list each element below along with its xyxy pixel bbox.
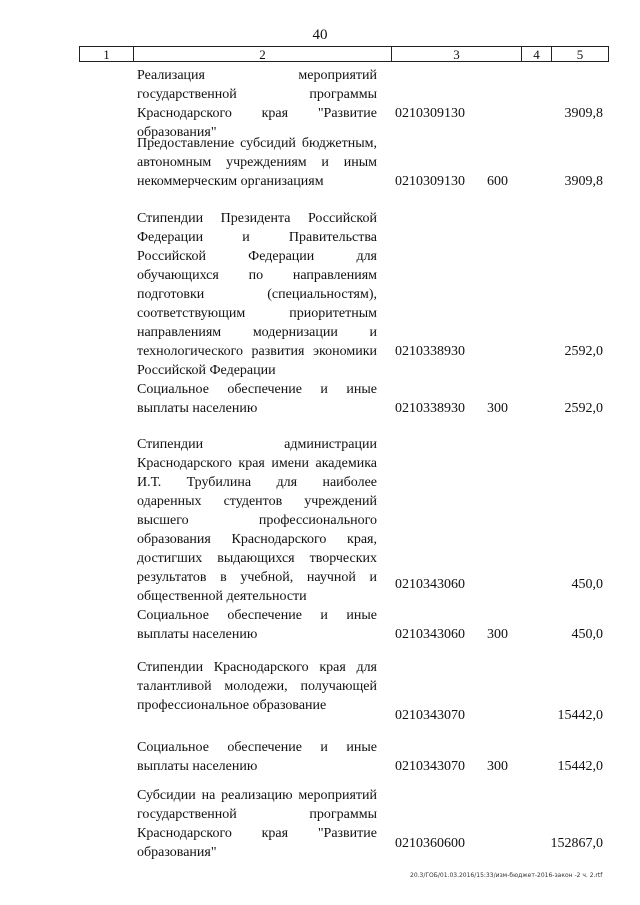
row-amount: 2592,0 (564, 401, 603, 416)
header-col-4: 4 (522, 47, 552, 61)
row-amount: 3909,8 (564, 106, 603, 121)
row-description: Предоставление субсидий бюджетным, автономным учреждениям и иным некоммерческим организациям (137, 136, 377, 189)
row-description: Реализация мероприятий государственной программы Краснодарского края "Развитие образования" (137, 68, 377, 140)
row-type: 300 (487, 627, 508, 642)
table-header (79, 46, 609, 62)
header-col-2: 2 (134, 47, 392, 61)
row-type: 300 (487, 759, 508, 774)
row-type: 600 (487, 174, 508, 189)
row-code: 0210343070 (395, 759, 465, 774)
row-amount: 2592,0 (564, 344, 603, 359)
row-description: Социальное обеспечение и иные выплаты населению (137, 608, 377, 642)
row-description: Стипендии администрации Краснодарского края имени академика И.Т. Трубилина для наиболее одаренных студентов учреждений высшего профессионального образования Краснодарского края, достигших выдающихся творческих результатов в учебной, научной и общественной деятельности (137, 437, 377, 604)
row-description: Субсидии на реализацию мероприятий государственной программы Краснодарского края "Развитие образования" (137, 788, 377, 860)
row-code: 0210343070 (395, 708, 465, 723)
row-code: 0210360600 (395, 836, 465, 851)
row-code: 0210338930 (395, 344, 465, 359)
row-description: Социальное обеспечение и иные выплаты населению (137, 740, 377, 774)
row-code: 0210343060 (395, 577, 465, 592)
row-description: Социальное обеспечение и иные выплаты населению (137, 382, 377, 416)
row-amount: 15442,0 (557, 759, 603, 774)
row-code: 0210343060 (395, 627, 465, 642)
row-amount: 152867,0 (550, 836, 603, 851)
row-amount: 3909,8 (564, 174, 603, 189)
row-code: 0210309130 (395, 174, 465, 189)
header-col-5: 5 (576, 47, 584, 62)
footer-file-stamp: 20.3/ГОБ/01.03.2016/15:33/изм-бюджет-2016-закон -2 ч. 2.rtf (410, 872, 603, 879)
row-code: 0210309130 (395, 106, 465, 121)
row-description: Стипендии Краснодарского края для талантливой молодежи, получающей профессиональное образование (137, 660, 377, 713)
row-type: 300 (487, 401, 508, 416)
header-col-3: 3 (392, 47, 522, 61)
row-amount: 450,0 (571, 627, 603, 642)
row-amount: 450,0 (571, 577, 603, 592)
header-col-1: 1 (80, 47, 134, 61)
row-code: 0210338930 (395, 401, 465, 416)
row-amount: 15442,0 (557, 708, 603, 723)
row-description: Стипендии Президента Российской Федерации и Правительства Российской Федерации для обучающихся по направлениям подготовки (специальностям), соответствующим приоритетным направлениям модернизации и технологического развития экономики Российской Федерации (137, 211, 377, 378)
page-number: 40 (312, 27, 328, 43)
